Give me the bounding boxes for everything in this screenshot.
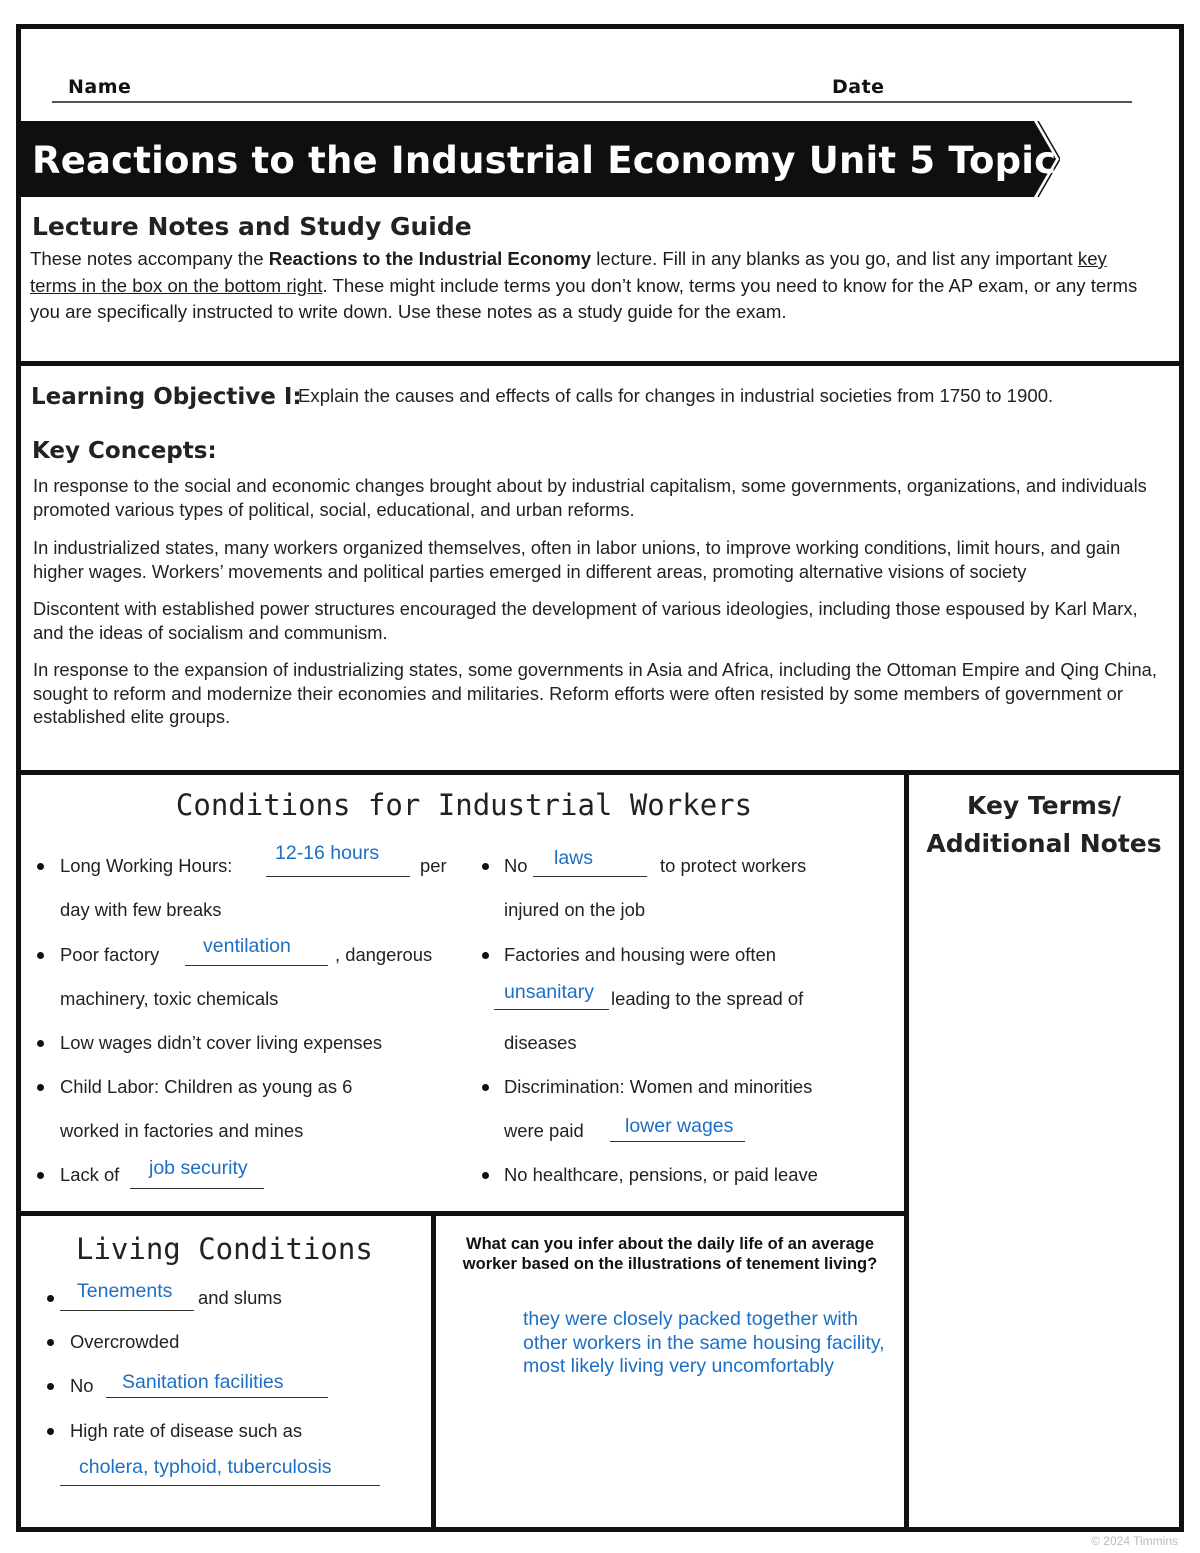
- bullet: [47, 1339, 54, 1346]
- disease-blank[interactable]: [60, 1485, 380, 1486]
- child-labor-line2: worked in factories and mines: [60, 1120, 304, 1141]
- bullet: [482, 863, 489, 870]
- conditions-title: Conditions for Industrial Workers: [175, 788, 753, 822]
- unsanitary-answer[interactable]: unsanitary: [504, 981, 594, 1003]
- ventilation-label: Poor factory: [60, 944, 160, 965]
- learning-objective-heading: Learning Objective I:: [31, 384, 302, 410]
- lack-blank[interactable]: [130, 1188, 264, 1189]
- intro-key-terms-hint: key terms in the box on the bottom right: [30, 248, 1107, 296]
- divider-intro: [18, 361, 1182, 366]
- divider-key-terms: [904, 772, 909, 1530]
- living-conditions-title: Living Conditions: [76, 1232, 373, 1266]
- bullet: [37, 1084, 44, 1091]
- intro-text-2: lecture. Fill in any blanks as you go, and list any important: [591, 248, 1078, 269]
- bullet: [37, 1172, 44, 1179]
- key-concept: Discontent with established power structures encouraged the development of various ideologies, including those espoused by Karl Marx, and the ideas of socialism and communism.: [33, 598, 1138, 643]
- laws-line2: injured on the job: [504, 899, 646, 920]
- answer-line: most likely living very uncomfortably: [523, 1355, 835, 1377]
- hours-answer[interactable]: 12-16 hours: [275, 842, 380, 864]
- inference-answer[interactable]: [523, 1308, 923, 1379]
- bullet: [37, 1040, 44, 1047]
- child-labor-line1: Child Labor: Children as young as 6: [60, 1076, 353, 1097]
- name-date-line[interactable]: [52, 76, 1132, 103]
- intro-text-1: These notes accompany the: [30, 248, 269, 269]
- date-label: Date: [832, 76, 885, 98]
- discrimination-line1: Discrimination: Women and minorities: [504, 1076, 813, 1097]
- laws-answer[interactable]: laws: [554, 847, 594, 869]
- bullet: [47, 1295, 54, 1302]
- disease-answer[interactable]: cholera, typhoid, tuberculosis: [79, 1456, 332, 1478]
- hours-label: Long Working Hours:: [60, 855, 233, 876]
- intro-heading: Lecture Notes and Study Guide: [32, 212, 472, 241]
- key-terms-title: [910, 787, 1178, 863]
- intro-paragraph: [30, 246, 1150, 326]
- inference-question: What can you infer about the daily life of an average worker based on the illustrations of tenement living?: [462, 1235, 878, 1273]
- page-title: Reactions to the Industrial Economy Unit 5 Topic 8: [32, 139, 1096, 182]
- disease-label: High rate of disease such as: [70, 1420, 303, 1441]
- key-concept: In response to the expansion of industrializing states, some governments in Asia and Africa, including the Ottoman Empire and Qing China, sought to reform and modernize their economies and militaries. Reform efforts were often resisted by some members of government or established elite groups.: [33, 659, 1157, 727]
- copyright-notice: © 2024 Timmins: [1091, 1534, 1178, 1548]
- answer-line: other workers in the same housing facility,: [523, 1331, 885, 1354]
- tenements-answer[interactable]: Tenements: [77, 1280, 173, 1302]
- hours-blank[interactable]: [266, 876, 410, 877]
- key-concept: In industrialized states, many workers organized themselves, often in labor unions, to improve working conditions, limit hours, and gain higher wages. Workers’ movements and political parties emerged in different areas, promoting alternative visions of society: [33, 537, 1121, 582]
- wages-blank[interactable]: [610, 1141, 745, 1142]
- factories-line1: Factories and housing were often: [504, 944, 776, 965]
- sanitation-label: No: [70, 1375, 94, 1396]
- laws-label: No: [504, 855, 528, 876]
- bullet: [482, 1084, 489, 1091]
- sanitation-answer[interactable]: Sanitation facilities: [122, 1371, 284, 1393]
- key-concept: In response to the social and economic changes brought about by industrial capitalism, some governments, organizations, and individuals promoted various types of political, social, educational, and urban reforms.: [33, 475, 1147, 520]
- divider-living: [431, 1213, 436, 1530]
- unsanitary-blank[interactable]: [494, 1009, 609, 1010]
- key-concepts-heading: Key Concepts:: [32, 438, 217, 464]
- tenements-label-after: and slums: [198, 1287, 282, 1308]
- wages-text: Low wages didn’t cover living expenses: [60, 1032, 383, 1053]
- name-label: Name: [68, 76, 132, 98]
- laws-blank[interactable]: [533, 876, 647, 877]
- wages-answer[interactable]: lower wages: [625, 1115, 734, 1137]
- bullet: [47, 1383, 54, 1390]
- laws-label-after: to protect workers: [660, 855, 807, 876]
- overcrowded-text: Overcrowded: [70, 1331, 180, 1352]
- answer-line: they were closely packed together with: [523, 1308, 858, 1330]
- tenements-blank[interactable]: [60, 1310, 194, 1311]
- key-terms-title-line2: Additional Notes: [926, 829, 1162, 858]
- factories-line2: leading to the spread of: [611, 988, 804, 1009]
- sanitation-blank[interactable]: [106, 1397, 328, 1398]
- ventilation-answer[interactable]: ventilation: [203, 935, 291, 957]
- title-banner: [18, 121, 1096, 197]
- key-terms-notes-area[interactable]: [912, 870, 1176, 1525]
- intro-text-3: . These might include terms you don’t know, terms you need to know for the AP exam, or any terms you are specifically instructed to write down. Use these notes as a study guide for the exam.: [30, 274, 1138, 322]
- hours-line2: day with few breaks: [60, 899, 222, 920]
- ventilation-line2: machinery, toxic chemicals: [60, 988, 279, 1009]
- key-terms-title-line1: Key Terms/: [967, 791, 1121, 820]
- healthcare-text: No healthcare, pensions, or paid leave: [504, 1164, 818, 1185]
- factories-line3: diseases: [504, 1032, 577, 1053]
- bullet: [47, 1428, 54, 1435]
- discrimination-label: were paid: [504, 1120, 584, 1141]
- learning-objective-text: Explain the causes and effects of calls for changes in industrial societies from 1750 to 1900.: [298, 385, 1054, 406]
- ventilation-blank[interactable]: [185, 965, 328, 966]
- intro-lecture-title: Reactions to the Industrial Economy: [268, 248, 592, 269]
- bullet: [37, 863, 44, 870]
- lack-label: Lack of: [60, 1164, 120, 1185]
- divider-objective: [18, 770, 1182, 775]
- divider-conditions: [18, 1211, 906, 1216]
- bullet: [482, 952, 489, 959]
- key-concepts-list: [33, 474, 1161, 743]
- lack-answer[interactable]: job security: [149, 1157, 248, 1179]
- hours-label-after: per: [420, 855, 447, 876]
- bullet: [482, 1172, 489, 1179]
- bullet: [37, 952, 44, 959]
- ventilation-label-after: , dangerous: [335, 944, 433, 965]
